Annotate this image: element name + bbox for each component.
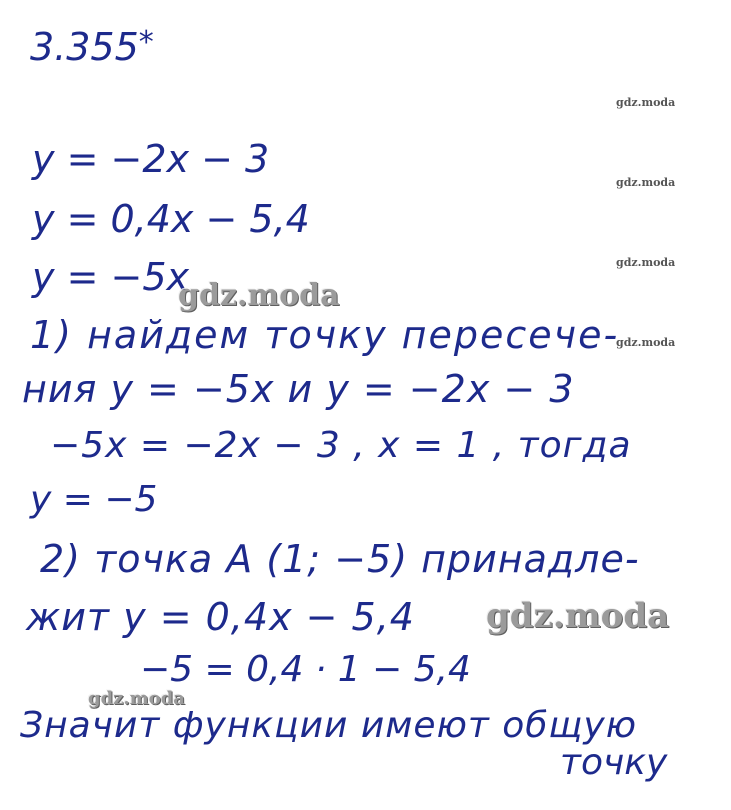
problem-number (30, 25, 154, 69)
watermark-big-3: gdz.moda (88, 688, 185, 709)
step-1-line-4: y = −5 (30, 479, 158, 520)
watermark-big-1: gdz.moda (178, 278, 340, 313)
watermark-big-2: gdz.moda (486, 596, 670, 636)
problem-star: * (138, 25, 154, 60)
step-2-line-1: 2) точка A (1; −5) принадле- (40, 537, 640, 581)
conclusion-line-2: точку (560, 742, 668, 783)
conclusion-line-1: Значит функции имеют общую (20, 705, 638, 746)
step-2-line-3: −5 = 0,4 · 1 − 5,4 (140, 649, 471, 690)
watermark-small-4: gdz.moda (616, 336, 676, 349)
step-1-line-3: −5x = −2x − 3 , x = 1 , тогда (50, 425, 632, 466)
equation-line-1: y = −2x − 3 (32, 137, 270, 181)
equation-line-2: y = 0,4x − 5,4 (32, 197, 310, 241)
equation-line-3: y = −5x (32, 255, 189, 299)
watermark-small-2: gdz.moda (616, 176, 676, 189)
problem-number-text: 3.355 (30, 25, 139, 69)
step-1-line-1: 1) найдем точку пересече- (30, 313, 620, 357)
watermark-small-3: gdz.moda (616, 256, 676, 269)
watermark-small-1: gdz.moda (616, 96, 676, 109)
step-2-line-2: жит y = 0,4x − 5,4 (26, 595, 415, 639)
step-1-line-2: ния y = −5x и y = −2x − 3 (22, 367, 575, 411)
